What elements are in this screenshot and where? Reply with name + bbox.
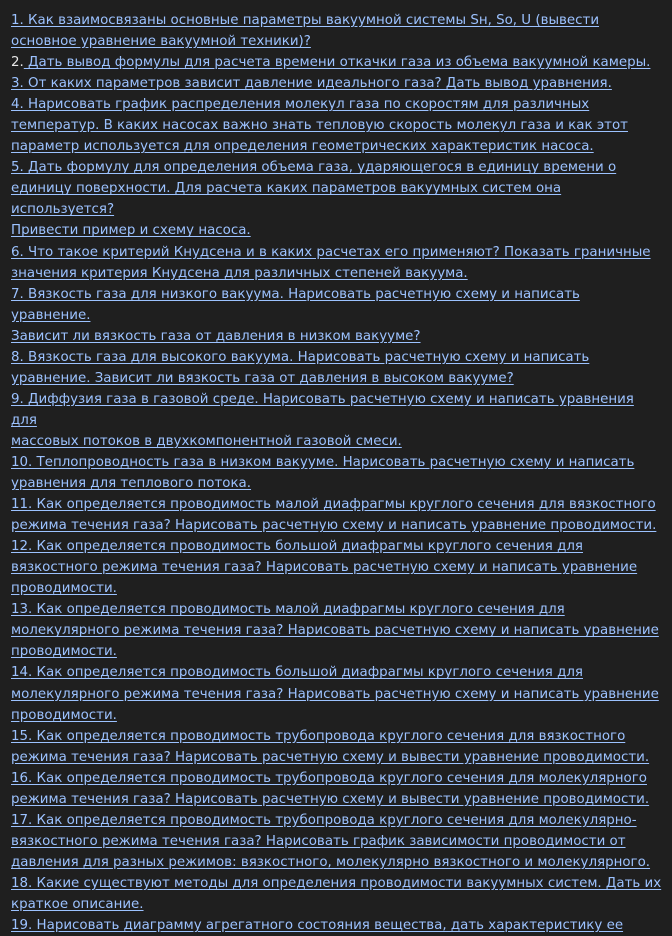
question-item bbox=[11, 768, 663, 810]
question-line bbox=[11, 157, 663, 178]
question-line bbox=[11, 515, 663, 536]
question-line bbox=[11, 136, 663, 157]
question-link[interactable]: молекулярного режима течения газа? Нарисовать расчетную схему и написать уравнение bbox=[11, 623, 659, 639]
question-link[interactable]: массовых потоков в двухкомпонентной газовой смеси. bbox=[11, 433, 402, 449]
question-link[interactable]: молекулярного режима течения газа? Нарисовать расчетную схему и написать уравнение bbox=[11, 686, 659, 702]
question-line bbox=[11, 915, 663, 936]
question-line bbox=[11, 662, 663, 683]
question-link[interactable]: температур. В каких насосах важно знать тепловую скорость молекул газа и как этот bbox=[11, 118, 628, 134]
question-item bbox=[11, 73, 663, 94]
question-link[interactable]: 9. Диффузия газа в газовой среде. Нарисовать расчетную схему и написать уравнения для bbox=[11, 391, 634, 428]
question-link[interactable]: Зависит ли вязкость газа от давления в низком вакууме? bbox=[11, 328, 421, 344]
question-line bbox=[11, 389, 663, 431]
question-item bbox=[11, 494, 663, 536]
question-link[interactable]: значения критерия Кнудсена для различных степеней вакуума. bbox=[11, 265, 468, 281]
question-item bbox=[11, 347, 663, 389]
question-link[interactable]: 6. Что такое критерий Кнудсена и в каких расчетах его применяют? Показать граничные bbox=[11, 244, 651, 260]
question-link[interactable]: режима течения газа? Нарисовать расчетную схему и вывести уравнение проводимости. bbox=[11, 791, 650, 807]
question-line bbox=[11, 726, 663, 747]
question-line bbox=[11, 10, 663, 31]
question-line bbox=[11, 242, 663, 263]
question-link[interactable]: проводимости. bbox=[11, 581, 117, 597]
question-item bbox=[11, 52, 663, 73]
question-line bbox=[11, 115, 663, 136]
question-line bbox=[11, 284, 663, 326]
question-item bbox=[11, 389, 663, 452]
question-link[interactable]: уравнение. Зависит ли вязкость газа от давления в высоком вакууме? bbox=[11, 370, 514, 386]
question-link[interactable]: давления для разных режимов: вязкостного, молекулярно вязкостного и молекулярного. bbox=[11, 854, 651, 870]
question-line bbox=[11, 557, 663, 578]
question-link[interactable]: проводимости. bbox=[11, 707, 117, 723]
question-link[interactable]: 3. От каких параметров зависит давление идеального газа? Дать вывод уравнения. bbox=[11, 76, 612, 92]
question-link[interactable]: 14. Как определяется проводимость большой диафрагмы круглого сечения для bbox=[11, 665, 583, 681]
question-line bbox=[11, 852, 663, 873]
question-line bbox=[11, 263, 663, 284]
question-link[interactable]: режима течения газа? Нарисовать расчетную схему и написать уравнение проводимости. bbox=[11, 518, 657, 534]
question-line bbox=[11, 178, 663, 220]
question-number: 2. bbox=[11, 55, 24, 71]
question-link[interactable]: вязкостного режима течения газа? Нарисовать график зависимости проводимости от bbox=[11, 833, 626, 849]
question-line bbox=[11, 789, 663, 810]
question-link[interactable]: 5. Дать формулу для определения объема газа, ударяющегося в единицу времени о bbox=[11, 160, 617, 176]
question-line bbox=[11, 768, 663, 789]
question-item bbox=[11, 599, 663, 662]
question-link[interactable]: 19. Нарисовать диаграмму агрегатного состояния вещества, дать характеристику ее bbox=[11, 918, 624, 934]
question-link[interactable]: 4. Нарисовать график распределения молекул газа по скоростям для различных bbox=[11, 97, 590, 113]
question-line bbox=[11, 873, 663, 894]
question-line bbox=[11, 494, 663, 515]
question-line bbox=[11, 684, 663, 705]
question-link[interactable]: краткое описание. bbox=[11, 896, 144, 912]
question-item bbox=[11, 284, 663, 347]
question-item bbox=[11, 242, 663, 284]
question-link[interactable]: 17. Как определяется проводимость трубопровода круглого сечения для молекулярно- bbox=[11, 812, 637, 828]
question-item bbox=[11, 536, 663, 599]
question-line bbox=[11, 747, 663, 768]
question-item bbox=[11, 10, 663, 52]
question-item bbox=[11, 94, 663, 157]
question-line bbox=[11, 326, 663, 347]
question-line bbox=[11, 452, 663, 473]
question-line bbox=[11, 705, 663, 726]
question-line bbox=[11, 52, 663, 73]
question-link[interactable]: Привести пример и схему насоса. bbox=[11, 223, 251, 239]
question-line bbox=[11, 578, 663, 599]
question-item bbox=[11, 452, 663, 494]
question-link[interactable]: 1. Как взаимосвязаны основные параметры вакуумной системы Sн, So, U (вывести bbox=[11, 13, 600, 28]
question-link[interactable]: вязкостного режима течения газа? Нарисовать расчетную схему и написать уравнение bbox=[11, 560, 638, 576]
question-item bbox=[11, 810, 663, 873]
question-line bbox=[11, 368, 663, 389]
question-line bbox=[11, 94, 663, 115]
question-item bbox=[11, 915, 663, 936]
question-item bbox=[11, 873, 663, 915]
question-link[interactable]: 18. Какие существуют методы для определения проводимости вакуумных систем. Дать их bbox=[11, 875, 662, 891]
question-line bbox=[11, 894, 663, 915]
question-item bbox=[11, 662, 663, 725]
question-link[interactable]: основное уравнение вакуумной техники)? bbox=[11, 34, 311, 50]
question-link[interactable]: уравнения для теплового потока. bbox=[11, 476, 252, 492]
question-link[interactable]: проводимости. bbox=[11, 644, 117, 660]
question-list bbox=[11, 10, 663, 936]
question-line bbox=[11, 599, 663, 620]
question-link[interactable]: параметр используется для определения геометрических характеристик насоса. bbox=[11, 139, 594, 155]
question-line bbox=[11, 431, 663, 452]
question-link[interactable]: 7. Вязкость газа для низкого вакуума. Нарисовать расчетную схему и написать уравнение. bbox=[11, 286, 580, 323]
question-link[interactable]: 12. Как определяется проводимость большой диафрагмы круглого сечения для bbox=[11, 539, 583, 555]
question-link[interactable]: 13. Как определяется проводимость малой диафрагмы круглого сечения для bbox=[11, 602, 565, 618]
question-line bbox=[11, 810, 663, 831]
question-line bbox=[11, 220, 663, 241]
question-link[interactable]: единицу поверхности. Для расчета каких параметров вакуумных систем она используется? bbox=[11, 181, 562, 218]
question-link[interactable]: 10. Теплопроводность газа в низком вакууме. Нарисовать расчетную схему и написать bbox=[11, 454, 635, 470]
question-line bbox=[11, 620, 663, 641]
question-link[interactable]: 16. Как определяется проводимость трубопровода круглого сечения для молекулярного bbox=[11, 770, 647, 786]
question-link[interactable]: 15. Как определяется проводимость трубопровода круглого сечения для вязкостного bbox=[11, 728, 626, 744]
question-link[interactable]: Дать вывод формулы для расчета времени откачки газа из объема вакуумной камеры. bbox=[23, 55, 651, 71]
question-line bbox=[11, 536, 663, 557]
question-link[interactable]: 11. Как определяется проводимость малой диафрагмы круглого сечения для вязкостного bbox=[11, 497, 656, 513]
question-line bbox=[11, 473, 663, 494]
question-item bbox=[11, 157, 663, 241]
question-line bbox=[11, 347, 663, 368]
question-link[interactable]: режима течения газа? Нарисовать расчетную схему и вывести уравнение проводимости. bbox=[11, 749, 650, 765]
question-line bbox=[11, 73, 663, 94]
question-line bbox=[11, 31, 663, 52]
question-line bbox=[11, 641, 663, 662]
question-link[interactable]: 8. Вязкость газа для высокого вакуума. Нарисовать расчетную схему и написать bbox=[11, 349, 590, 365]
question-line bbox=[11, 831, 663, 852]
question-item bbox=[11, 726, 663, 768]
